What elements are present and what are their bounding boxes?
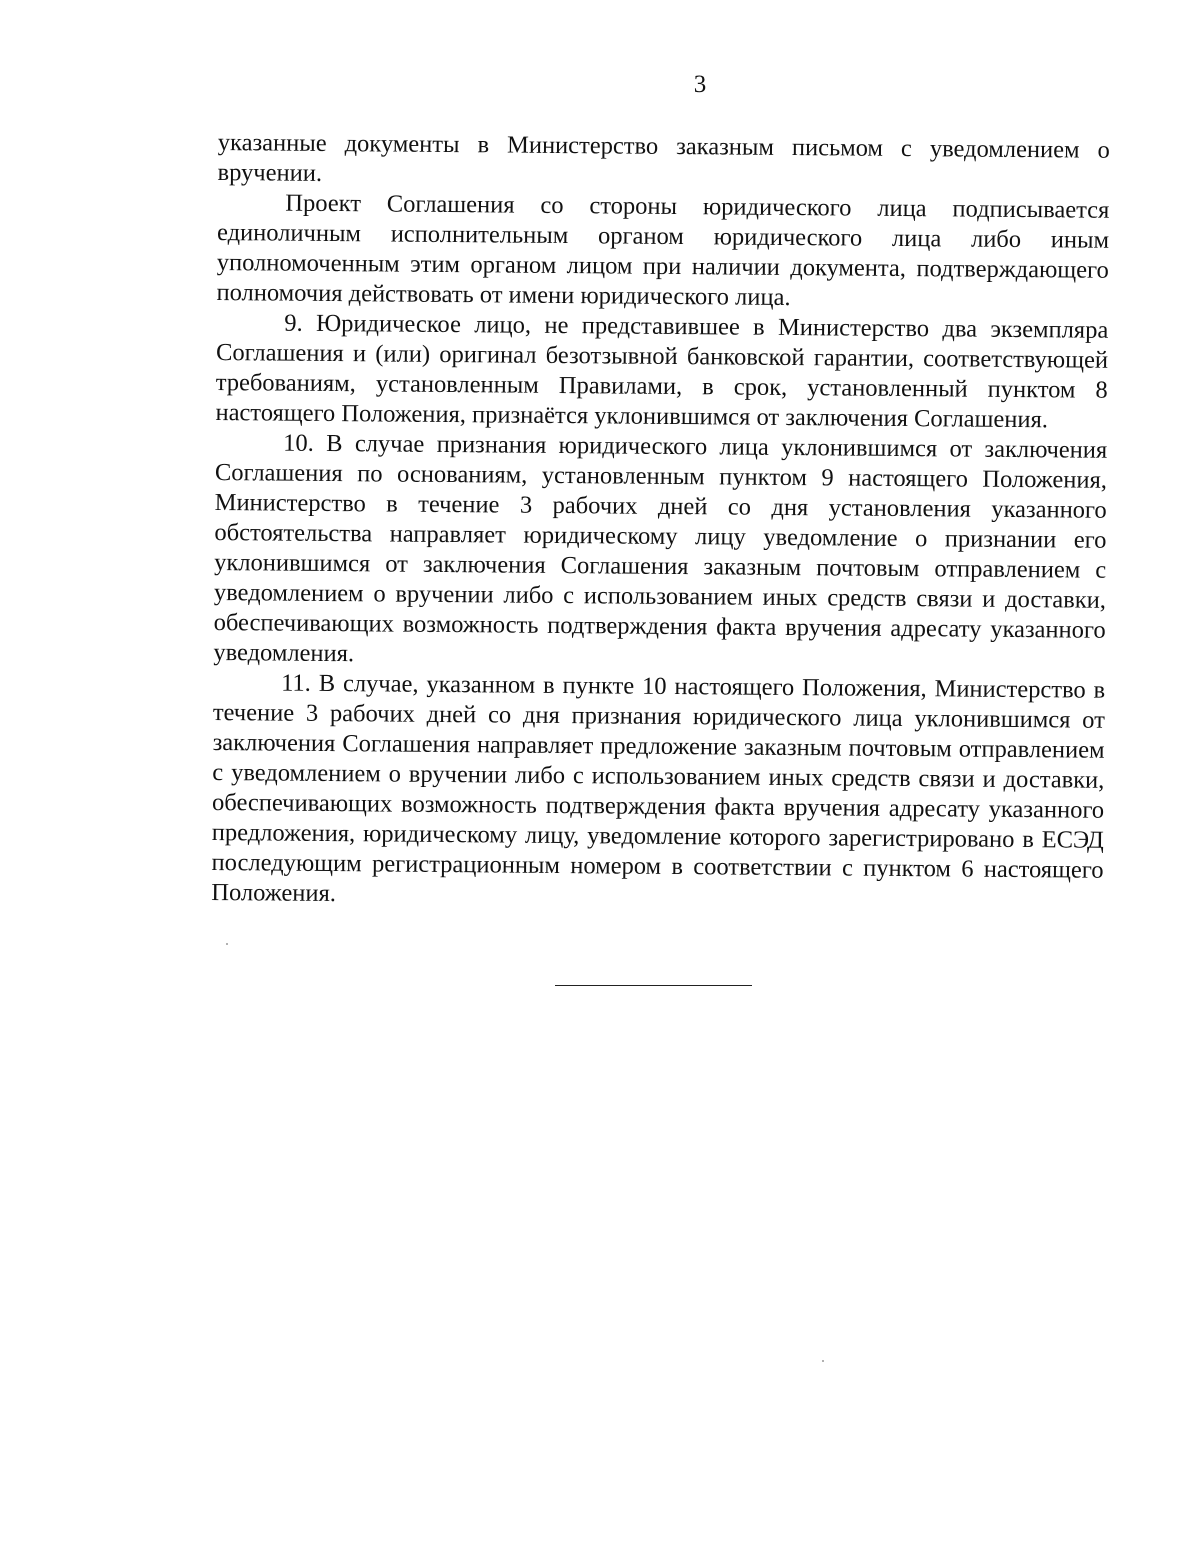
paragraph-signing: Проект Соглашения со стороны юридического лица подписывается единоличным исполнительным органом юридического лица либо иным уполномоченным этим органом лицом при наличии документа, подтверждающего полномочия действовать от имени юридического лица. <box>216 189 1110 312</box>
page-number: 3 <box>693 71 707 98</box>
paragraph-continuation: указанные документы в Министерство заказным письмом с уведомлением о вручении. <box>217 128 1110 187</box>
scan-speck <box>226 943 228 945</box>
scan-speck <box>822 1360 824 1362</box>
paragraph-item-11: 11. В случае, указанном в пункте 10 настоящего Положения, Министерство в течение 3 рабочих дней со дня признания юридического лица уклонившимся от заключения Соглашения направляет предложение заказным почтовым отправлением с уведомлением о вручении либо с использованием иных средств связи и доставки, обеспечивающих возможность подтверждения факта вручения адресату указанного предложения, юридическому лицу, уведомление которого зарегистрировано в ЕСЭД последующим регистрационным номером в соответствии с пунктом 6 настоящего Положения. <box>211 669 1106 908</box>
paragraph-item-9: 9. Юридическое лицо, не представившее в Министерство два экземпляра Соглашения и (или) оригинал безотзывной банковской гарантии, соответствующей требованиям, установленным Правилами, в срок, установленный пунктом 8 настоящего Положения, признаётся уклонившимся от заключения Соглашения. <box>215 309 1109 434</box>
paragraph-item-10: 10. В случае признания юридического лица уклонившимся от заключения Соглашения по основаниям, установленным пунктом 9 настоящего Положения, Министерство в течение 3 рабочих дней со дня установления указанного обстоятельства направляет юридическому лицу уведомление о признании его уклонившимся от заключения Соглашения заказным почтовым отправлением с уведомлением о вручении либо с использованием иных средств связи и доставки, обеспечивающих возможность подтверждения факта вручения адресату указанного уведомления. <box>213 429 1108 668</box>
end-separator-line <box>555 985 752 986</box>
document-body <box>211 128 1110 916</box>
